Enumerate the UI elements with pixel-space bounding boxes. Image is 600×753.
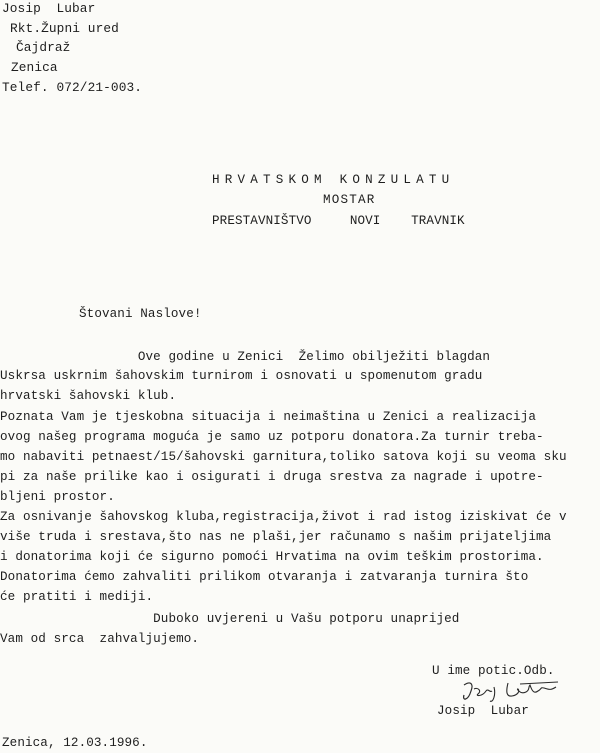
closing-committee: U ime potic.Odb. xyxy=(432,664,555,678)
recipient-line-1: HRVATSKOM KONZULATU xyxy=(212,173,455,187)
recipient-line-2: MOSTAR xyxy=(323,193,376,207)
body-line: Vam od srca zahvaljujemo. xyxy=(0,632,200,646)
closing-name: Josip Lubar xyxy=(437,704,529,718)
body-line: pi za naše prilike kao i osigurati i druga srestva za nagrade i upotre- xyxy=(0,470,544,484)
body-line: mo nabaviti petnaest/15/šahovski garnitura,toliko satova koji su veoma sku xyxy=(0,450,567,464)
body-line: Uskrsa uskrnim šahovskim turnirom i osnovati u spomenutom gradu xyxy=(0,369,483,383)
body-line: ovog našeg programa moguća je samo uz potporu donatora.Za turnir treba- xyxy=(0,430,544,444)
body-line: hrvatski šahovski klub. xyxy=(0,389,177,403)
recipient-line-3: PRESTAVNIŠTVO NOVI TRAVNIK xyxy=(212,214,465,228)
body-line: i donatorima koji će sigurno pomoći Hrvatima na ovim teškim prostorima. xyxy=(0,550,544,564)
letter-date: Zenica, 12.03.1996. xyxy=(2,736,148,750)
body-line: Donatorima ćemo zahvaliti prilikom otvaranja i zatvaranja turnira što xyxy=(0,570,529,584)
body-line: Za osnivanje šahovskog kluba,registracija,život i rad istog iziskivat će v xyxy=(0,510,567,524)
salutation: Štovani Naslove! xyxy=(79,307,202,321)
sender-parish: Rkt.Župni ured xyxy=(10,21,119,36)
sender-phone: Telef. 072/21-003. xyxy=(2,80,143,95)
sender-name: Josip Lubar xyxy=(2,1,96,16)
body-line: će pratiti i mediji. xyxy=(0,590,154,604)
sender-place: Čajdraž xyxy=(16,40,71,55)
body-line: bljeni prostor. xyxy=(0,490,115,504)
body-line: više truda i srestava,što nas ne plaši,jer računamo s našim prijateljima xyxy=(0,530,552,544)
sender-city: Zenica xyxy=(11,60,58,75)
body-line: Duboko uvjereni u Vašu potporu unaprijed xyxy=(0,612,460,626)
body-line: Poznata Vam je tjeskobna situacija i neimaština u Zenici a realizacija xyxy=(0,410,537,424)
body-line: Ove godine u Zenici Želimo obilježiti blagdan xyxy=(0,350,491,364)
handwritten-signature xyxy=(460,679,570,705)
